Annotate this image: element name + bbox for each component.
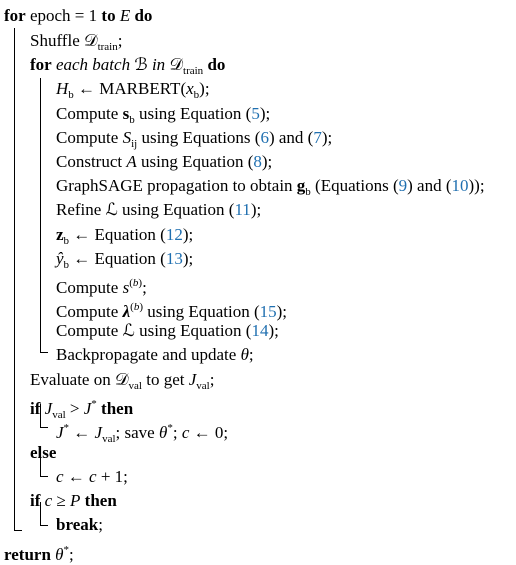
algo-line-else: else	[30, 443, 57, 462]
outer-loop-bar-end	[14, 530, 22, 531]
algo-line-for-epoch: for epoch = 1 to E do	[4, 6, 153, 25]
algo-line-shuffle: Shuffle 𝒟$_{train}$;	[30, 31, 123, 53]
algo-line-compute-lambda: Compute $\lambda^{(b)}$ using Equation (15);	[56, 301, 288, 321]
batch-loop-bar-end	[40, 352, 48, 353]
algo-line-return: return θ*;	[4, 544, 74, 564]
algo-line-compute-sij: Compute $S_{ij}$ using Equations (6) and (7);	[56, 128, 333, 150]
algo-line-increment-c: c ← c + 1;	[56, 467, 128, 486]
algo-line-save-best: J* ← $J_{val}$; save θ*; c ← 0;	[56, 422, 229, 445]
algo-line-zb: $z_b$ ← Equation (12);	[56, 225, 194, 247]
algo-line-if-patience: if c ≥ P then	[30, 491, 117, 510]
algo-line-graphsage: GraphSAGE propagation to obtain $g_b$ (Equations (9) and (10));	[56, 176, 485, 198]
algo-line-evaluate: Evaluate on 𝒟$_{val}$ to get $J_{val}$;	[30, 370, 215, 392]
outer-loop-bar	[14, 28, 15, 531]
algo-line-refine-l: Refine ℒ using Equation (11);	[56, 200, 262, 219]
algo-line-compute-s: Compute $s_b$ using Equation (5);	[56, 104, 271, 126]
algo-line-if-jval: if $J_{val} > J^*$ then	[30, 398, 134, 421]
else-bar-end	[40, 476, 48, 477]
algo-line-marbert: $H_b$ ← $MARBERT(x_b)$;	[56, 79, 210, 101]
algo-line-for-batch: for each batch ℬ in 𝒟$_{train}$ do	[30, 55, 226, 77]
algo-line-compute-sb: Compute $s^{(b)}$;	[56, 277, 147, 297]
if-then-bar-end	[40, 427, 48, 428]
algo-line-break: break;	[56, 515, 103, 534]
algo-line-backprop: Backpropagate and update θ;	[56, 345, 254, 364]
algo-line-compute-loss: Compute ℒ using Equation (14);	[56, 321, 279, 340]
algo-line-construct-a: Construct A using Equation (8);	[56, 152, 273, 171]
if-break-bar-end	[40, 525, 48, 526]
batch-loop-bar	[40, 78, 41, 353]
algo-line-yhat: $ŷ_b$ ← Equation (13);	[56, 249, 194, 271]
